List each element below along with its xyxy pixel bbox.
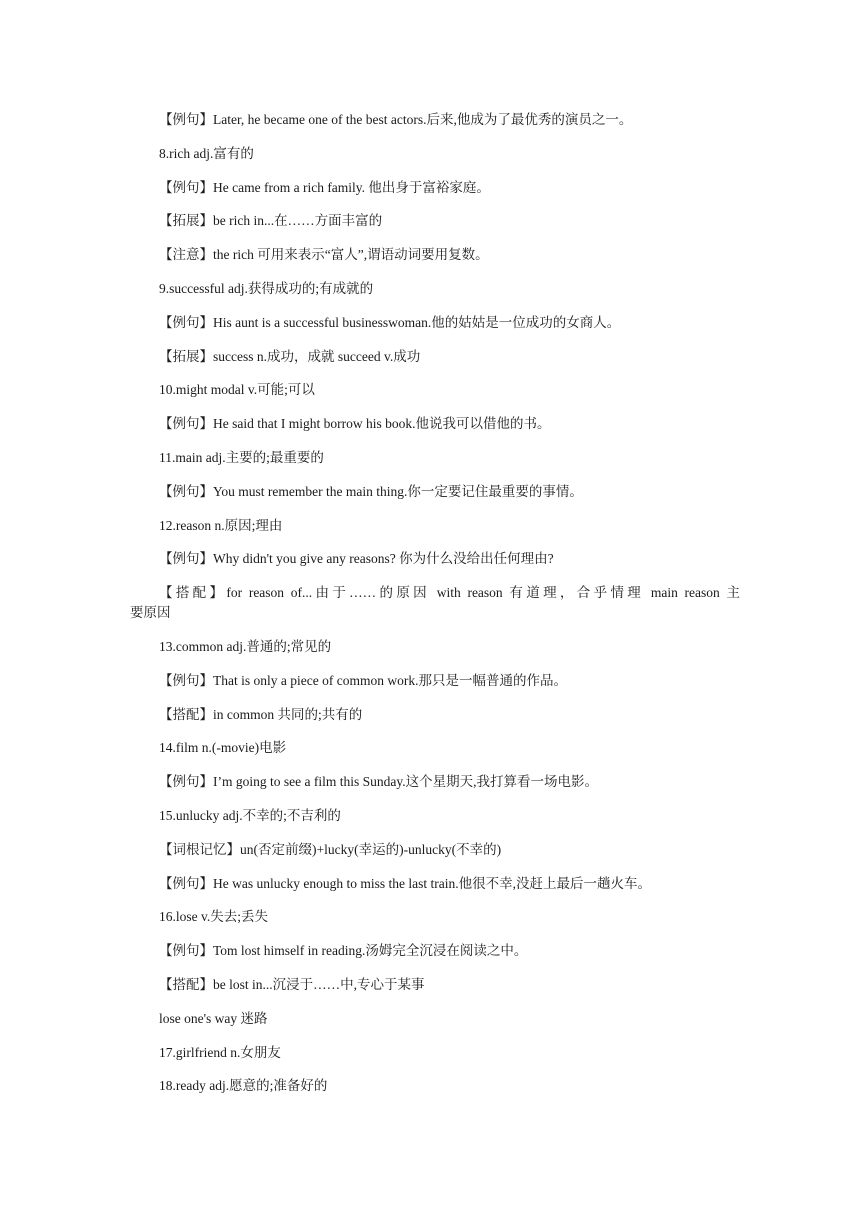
vocab-entry-heading: 13.common adj.普通的;常见的 (159, 638, 332, 654)
example-sentence: 【例句】His aunt is a successful businesswoman.他的姑姑是一位成功的女商人。 (159, 314, 621, 330)
vocab-entry-heading: 10.might modal v.可能;可以 (159, 382, 315, 398)
extension-note: 【拓展】success n.成功，成就 succeed v.成功 (159, 348, 421, 364)
vocab-entry-heading: 8.rich adj.富有的 (159, 145, 254, 161)
example-sentence: 【例句】He said that I might borrow his book.他说我可以借他的书。 (159, 416, 551, 432)
example-sentence: 【例句】Later, he became one of the best actors.后来,他成为了最优秀的演员之一。 (159, 112, 633, 127)
vocab-entry-heading: 18.ready adj.愿意的;准备好的 (159, 1078, 328, 1094)
vocab-entry-heading: 12.reason n.原因;理由 (159, 517, 283, 533)
collocation-note: 【搭配】be lost in...沉浸于……中,专心于某事 (159, 976, 425, 992)
example-sentence: 【例句】That is only a piece of common work.那只是一幅普通的作品。 (159, 672, 567, 688)
example-sentence: 【例句】He was unlucky enough to miss the last train.他很不幸,没赶上最后一趟火车。 (159, 875, 651, 891)
vocab-entry-heading: 14.film n.(-movie)电影 (159, 740, 287, 756)
example-sentence: 【例句】You must remember the main thing.你一定要记住最重要的事情。 (159, 483, 583, 499)
vocab-entry-heading: 15.unlucky adj.不幸的;不吉利的 (159, 807, 341, 823)
collocation-note: 【搭配】for reason of...由于……的原因 with reason 有道理，合乎情理 main reason 主 (159, 585, 740, 601)
collocation-note-continuation: 要原因 (130, 605, 171, 621)
collocation-note: 【搭配】in common 共同的;共有的 (159, 706, 363, 722)
example-sentence: 【例句】I’m going to see a film this Sunday.这个星期天,我打算看一场电影。 (159, 774, 598, 790)
vocab-entry-heading: 11.main adj.主要的;最重要的 (159, 449, 324, 465)
collocation-note-extra: lose one's way 迷路 (159, 1010, 268, 1026)
vocab-entry-heading: 16.lose v.失去;丢失 (159, 909, 268, 925)
vocab-entry-heading: 9.successful adj.获得成功的;有成就的 (159, 280, 374, 296)
document-body (130, 110, 740, 1110)
extension-note: 【拓展】be rich in...在……方面丰富的 (159, 213, 383, 229)
example-sentence: 【例句】He came from a rich family. 他出身于富裕家庭。 (159, 179, 490, 195)
vocab-entry-heading: 17.girlfriend n.女朋友 (159, 1044, 281, 1060)
attention-note: 【注意】the rich 可用来表示“富人”,谓语动词要用复数。 (159, 247, 489, 263)
example-sentence: 【例句】Tom lost himself in reading.汤姆完全沉浸在阅读之中。 (159, 943, 528, 959)
example-sentence: 【例句】Why didn't you give any reasons? 你为什么没给出任何理由? (159, 551, 554, 567)
root-memory-note: 【词根记忆】un(否定前缀)+lucky(幸运的)-unlucky(不幸的) (159, 841, 502, 857)
